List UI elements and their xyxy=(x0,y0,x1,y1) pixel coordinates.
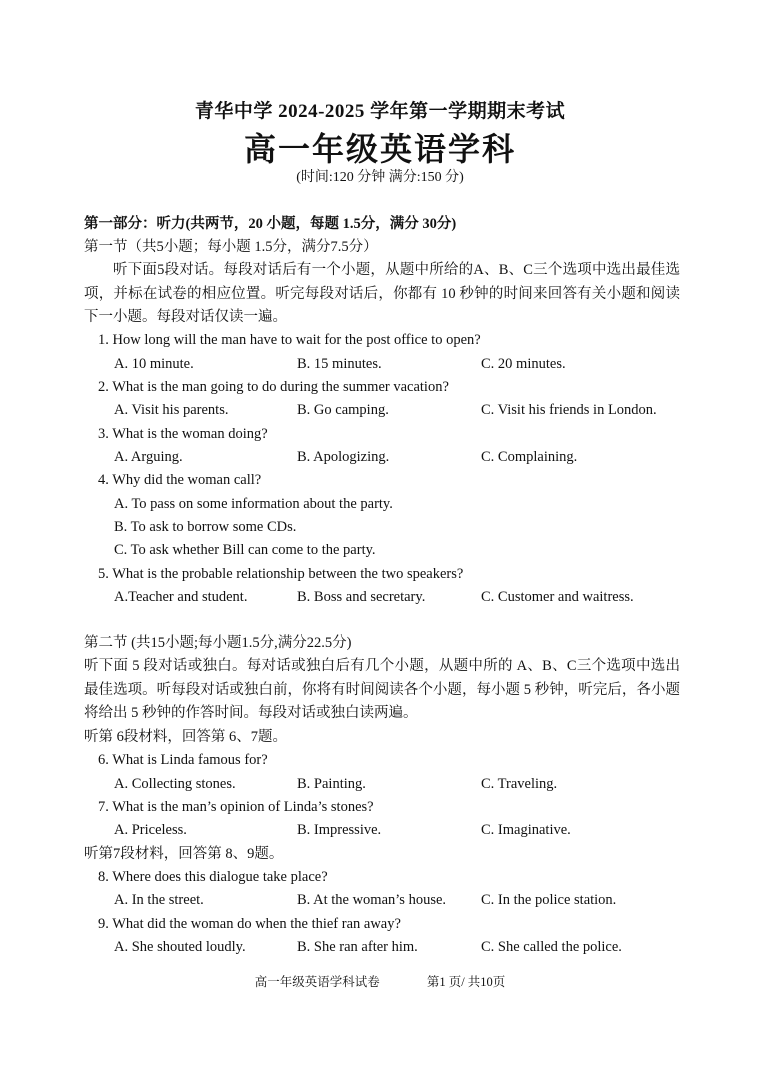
option-5a: A.Teacher and student. xyxy=(114,589,248,605)
option-6a: A. Collecting stones. xyxy=(114,776,236,792)
footer-paper-name: 高一年级英语学科试卷 xyxy=(254,975,380,989)
question-6: 6. What is Linda famous for? xyxy=(98,752,268,768)
option-4c: C. To ask whether Bill can come to the party. xyxy=(114,542,376,558)
option-2b: B. Go camping. xyxy=(297,402,389,418)
page-footer xyxy=(0,972,760,990)
section2-instructions: 听下面 5 段对话或独白。每对话或独白后有几个小题，从题中所的 A、B、C三个选项中选出最佳选项。听每段对话或独白前，你将有时间阅读各个小题，每小题 5 秒钟，听完后，各小题将给出 5 秒钟的作答时间。每段对话或独白读两遍。 xyxy=(84,658,680,721)
school-exam-line: 青华中学 2024-2025 学年第一学期期末考试 xyxy=(194,101,566,122)
question-7: 7. What is the man’s opinion of Linda’s stones? xyxy=(98,799,374,815)
option-8c: C. In the police station. xyxy=(481,892,617,908)
section1-instructions: 听下面5段对话。每段对话后有一个小题，从题中所给的A、B、C三个选项中选出最佳选项，并标在试卷的相应位置。听完每段对话后，你都有 10 秒钟的时间来回答有关小题和阅读下一小题。每段对话仅读一遍。 xyxy=(84,262,680,325)
option-1c: C. 20 minutes. xyxy=(481,356,566,372)
question-3: 3. What is the woman doing? xyxy=(98,426,268,442)
material-6-heading: 听第 6段材料，回答第 6、7题。 xyxy=(84,729,287,745)
page-title: 高一年级英语学科 xyxy=(243,131,516,167)
option-3c: C. Complaining. xyxy=(481,449,578,465)
question-4: 4. Why did the woman call? xyxy=(98,472,262,488)
option-2a: A. Visit his parents. xyxy=(114,402,229,418)
option-1b: B. 15 minutes. xyxy=(297,356,382,372)
option-2c: C. Visit his friends in London. xyxy=(481,402,657,418)
option-5c: C. Customer and waitress. xyxy=(481,589,634,605)
section2-heading: 第二节 (共15小题;每小题1.5分,满分22.5分) xyxy=(84,635,352,651)
option-8b: B. At the woman’s house. xyxy=(297,892,447,908)
footer-page-info: 第1 页/ 共10页 xyxy=(426,975,506,989)
option-3b: B. Apologizing. xyxy=(297,449,390,465)
material-7-heading: 听第7段材料，回答第 8、9题。 xyxy=(84,846,284,862)
option-6c: C. Traveling. xyxy=(481,776,558,792)
part1-heading: 第一部分：听力(共两节，20 小题，每题 1.5分，满分 30分) xyxy=(84,216,457,232)
option-7c: C. Imaginative. xyxy=(481,822,571,838)
option-4b: B. To ask to borrow some CDs. xyxy=(114,519,297,535)
question-1: 1. How long will the man have to wait for the post office to open? xyxy=(98,332,481,348)
option-5b: B. Boss and secretary. xyxy=(297,589,426,605)
exam-time-score: (时间:120 分钟 满分:150 分) xyxy=(296,170,464,185)
option-9b: B. She ran after him. xyxy=(297,939,418,955)
option-3a: A. Arguing. xyxy=(114,449,183,465)
option-6b: B. Painting. xyxy=(297,776,366,792)
question-2: 2. What is the man going to do during the summer vacation? xyxy=(98,379,449,395)
option-4a: A. To pass on some information about the party. xyxy=(114,496,393,512)
question-9: 9. What did the woman do when the thief ran away? xyxy=(98,916,401,932)
question-5: 5. What is the probable relationship between the two speakers? xyxy=(98,566,464,582)
option-1a: A. 10 minute. xyxy=(114,356,194,372)
question-8: 8. Where does this dialogue take place? xyxy=(98,869,328,885)
option-8a: A. In the street. xyxy=(114,892,204,908)
option-9a: A. She shouted loudly. xyxy=(114,939,246,955)
option-7b: B. Impressive. xyxy=(297,822,382,838)
section1-heading: 第一节（共5小题；每小题 1.5分，满分7.5分） xyxy=(84,239,378,255)
option-7a: A. Priceless. xyxy=(114,822,187,838)
option-9c: C. She called the police. xyxy=(481,939,622,955)
